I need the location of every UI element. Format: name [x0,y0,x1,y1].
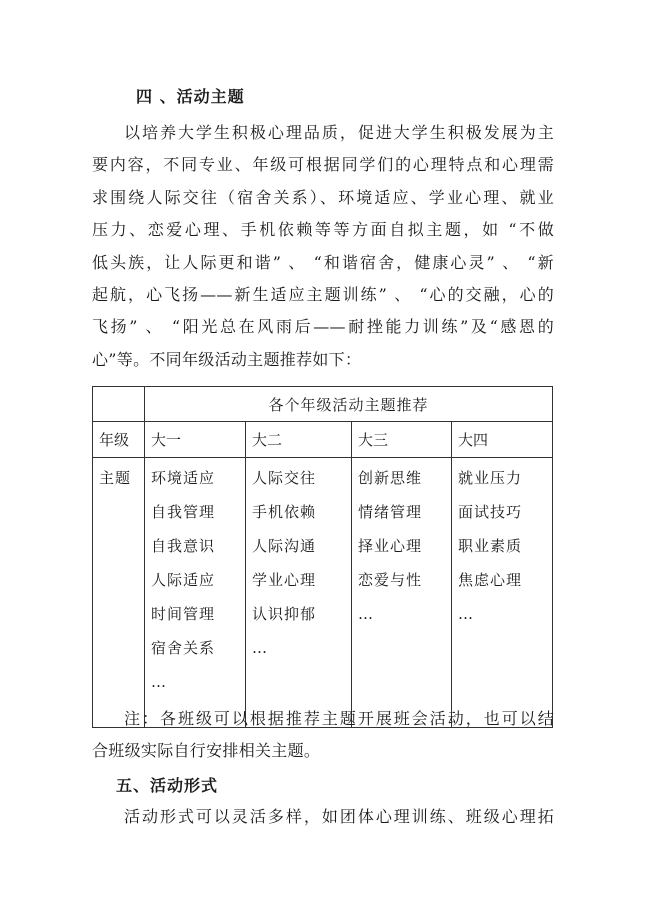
topic-item: … [458,605,474,623]
topic-item: 人际适应 [151,571,216,589]
topic-item: 自我意识 [151,537,216,555]
column-header-grade: 大一 [145,422,246,458]
paragraph-line: 求围绕人际交往（宿舍关系）、环境适应、学业心理、就业 [92,187,554,207]
topic-list-cell [452,458,553,728]
topic-list-cell [246,458,352,728]
column-header-grade: 大二 [246,422,352,458]
section-5-paragraph [92,801,554,833]
topic-item: 宿舍关系 [151,639,216,657]
table-title-row [93,387,553,422]
topic-item: 学业心理 [252,571,317,589]
topic-item: 时间管理 [151,605,216,623]
column-header-grade: 大四 [452,422,553,458]
paragraph-line: 以培养大学生积极心理品质，促进大学生积极发展为主 [124,123,554,142]
row-header-grade: 年级 [93,422,145,458]
topic-recommendation-table [92,386,552,728]
row-header-topic [93,458,145,728]
paragraph-line: 活动形式可以灵活多样，如团体心理训练、班级心理拓 [124,807,554,826]
topic-item: 认识抑郁 [252,605,317,623]
topic-item: 恋爱与性 [358,571,423,589]
note-line: 合班级实际自行安排相关主题。 [92,741,321,761]
paragraph-line: 起航，心飞扬——新生适应主题训练” 、 “心的交融，心的 [92,285,554,305]
table-title: 各个年级活动主题推荐 [145,387,553,422]
table-corner-cell [93,387,145,422]
section-heading-5: 五、活动形式 [116,776,219,795]
row-header-topic-label: 主题 [99,469,132,487]
topic-item: 创新思维 [358,469,423,487]
table-note [92,703,554,768]
topic-item: 就业压力 [458,469,523,487]
section-heading-4: 四 、活动主题 [136,87,245,106]
topic-item: 人际交往 [252,469,317,487]
table-header-row [93,422,553,458]
paragraph-line: 飞扬” 、 “阳光总在风雨后——耐挫能力训练”及“感恩的 [92,317,554,337]
table-row [93,458,553,728]
topic-item: 自我管理 [151,503,216,521]
note-line: 注：各班级可以根据推荐主题开展班会活动，也可以结 [124,709,554,728]
paragraph-line: 要内容，不同专业、年级可根据同学们的心理特点和心理需 [92,155,554,175]
topic-item: 情绪管理 [358,503,423,521]
paragraph-line: 压力、恋爱心理、手机依赖等等方面自拟主题，如 “不做 [92,220,554,240]
topic-item: … [252,639,268,657]
column-header-grade: 大三 [352,422,452,458]
topic-item: 职业素质 [458,537,523,555]
topic-item: 手机依赖 [252,503,317,521]
paragraph-line: 低头族，让人际更和谐” 、 “和谐宿舍，健康心灵” 、 “新 [92,252,554,272]
topic-item: … [358,605,374,623]
topic-list-cell [145,458,246,728]
topic-item: … [151,673,167,691]
topic-item: 面试技巧 [458,503,523,521]
topic-item: 焦虑心理 [458,571,523,589]
topic-item: 人际沟通 [252,537,317,555]
paragraph-line: 心”等。不同年级活动主题推荐如下： [92,349,362,369]
topic-item: 环境适应 [151,469,216,487]
section-4-paragraph [92,117,554,376]
topic-list-cell [352,458,452,728]
topic-item: 择业心理 [358,537,423,555]
